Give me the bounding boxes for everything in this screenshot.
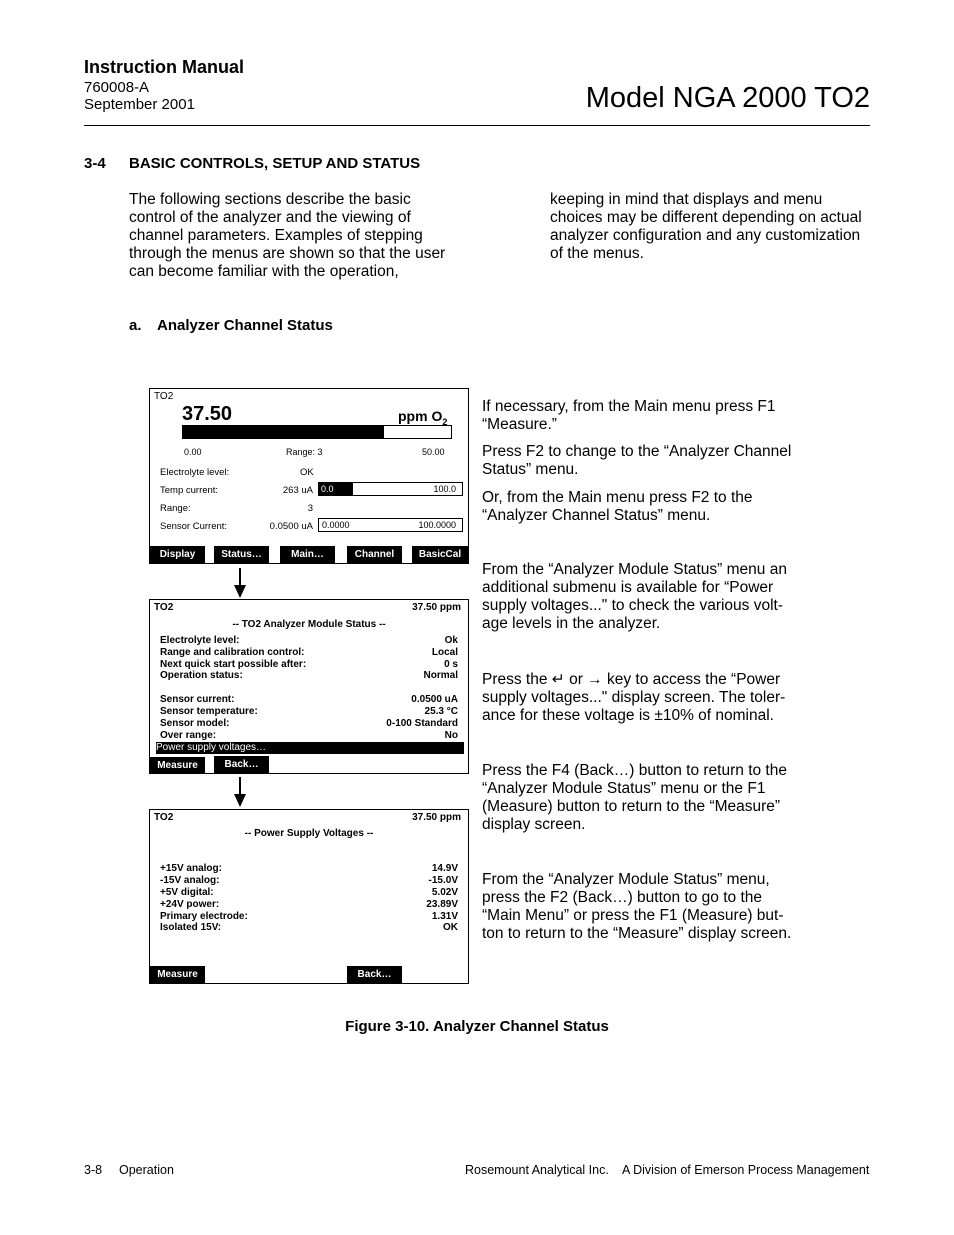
voltage-row-label: Primary electrode: <box>160 911 248 922</box>
sensor-bar-min: 0.0000 <box>322 520 350 530</box>
section-number: 3-4 <box>84 155 106 172</box>
page-number: 3-8 <box>84 1163 103 1177</box>
status-row-label: Over range: <box>160 730 217 741</box>
screen-title: TO2 <box>154 602 174 613</box>
f3-main-button[interactable]: Main… <box>280 546 335 563</box>
f4-channel-button[interactable]: Channel <box>347 546 402 563</box>
status-row-label: Operation status: <box>160 670 243 681</box>
status-row-label: Sensor temperature: <box>160 706 258 717</box>
voltage-row-label: -15V analog: <box>160 875 220 886</box>
model-title: Model NGA 2000 TO2 <box>585 82 870 114</box>
division-name: A Division of Emerson Process Management <box>622 1163 870 1177</box>
figure-caption: Figure 3-10. Analyzer Channel Status <box>345 1018 609 1035</box>
screen-reading: 37.50 ppm <box>412 602 461 613</box>
header-rule <box>84 125 870 126</box>
document-date: September 2001 <box>84 96 195 113</box>
power-supply-voltages-menu-item[interactable]: Power supply voltages… <box>156 742 464 754</box>
status-row-label: Next quick start possible after: <box>160 659 307 670</box>
f2-back-button[interactable]: Back… <box>214 756 269 773</box>
f5-basiccal-button[interactable]: BasicCal <box>412 546 468 563</box>
status-row-value: No <box>444 730 458 741</box>
intro-paragraph-left: The following sections describe the basic control of the analyzer and the viewing of channel parameters. Examples of stepping through the menus are shown so that the user can become familiar with the operation, <box>129 191 446 280</box>
range-label: Range: <box>160 503 191 514</box>
temp-current-value: 263 uA <box>282 485 313 496</box>
flow-arrow-line <box>239 568 241 585</box>
voltage-row-label: +5V digital: <box>160 887 214 898</box>
voltage-row-value: 14.9V <box>431 863 458 874</box>
subsection-title: Analyzer Channel Status <box>157 317 333 334</box>
sensor-current-bar <box>318 518 463 532</box>
flow-arrow-down-icon <box>234 794 246 807</box>
status-row-label: Range and calibration control: <box>160 647 305 658</box>
section-heading <box>84 155 420 172</box>
status-row-value: Normal <box>423 670 458 681</box>
status-row-label: Sensor model: <box>160 718 230 729</box>
electrolyte-value: OK <box>300 467 314 478</box>
electrolyte-label: Electrolyte level: <box>160 467 230 478</box>
power-supply-heading: -- Power Supply Voltages -- <box>244 828 374 839</box>
flow-arrow-down-icon <box>234 585 246 598</box>
module-status-heading: -- TO2 Analyzer Module Status -- <box>232 619 386 630</box>
f1-display-button[interactable]: Display <box>150 546 205 563</box>
intro-paragraph-right: keeping in mind that displays and menu choices may be different depending on actual analyzer configuration and any customization of the menus. <box>550 191 862 262</box>
subsection-heading <box>129 317 333 334</box>
manual-title: Instruction Manual <box>84 57 245 77</box>
status-row-value: 25.3 °C <box>424 706 458 717</box>
temp-current-bar <box>318 482 463 496</box>
status-row-label: Electrolyte level: <box>160 635 240 646</box>
voltage-row-label: Isolated 15V: <box>160 922 222 933</box>
temp-current-label: Temp current: <box>160 485 219 496</box>
voltage-row-value: 1.31V <box>431 911 458 922</box>
instruction-step: From the “Analyzer Module Status” menu, press the F2 (Back…) button to go to the “Main Menu” or press the F1 (Measure) but-ton to return to the “Measure” display screen. <box>482 871 792 942</box>
screen-title: TO2 <box>154 812 174 823</box>
status-row-value: Ok <box>444 635 458 646</box>
instruction-step: Press the ↵ or → key to access the “Power supply voltages..." display screen. The toler-ance for these voltage is ±10% of nominal. <box>482 671 786 724</box>
voltage-row-value: 5.02V <box>431 887 458 898</box>
unit-text: ppm O <box>398 408 443 424</box>
voltage-row-value: 23.89V <box>426 899 458 910</box>
measurement-value: 37.50 <box>182 403 233 425</box>
sensor-current-value: 0.0500 uA <box>269 521 313 532</box>
power-supply-screen <box>149 809 469 984</box>
status-row-label: Sensor current: <box>160 694 235 705</box>
measurement-unit <box>398 408 447 427</box>
voltage-row-value: -15.0V <box>428 875 458 886</box>
instruction-step: Press F2 to change to the “Analyzer Channel Status” menu. <box>482 443 792 478</box>
f4-back-button[interactable]: Back… <box>347 966 402 983</box>
measure-screen <box>149 388 469 564</box>
document-number: 760008-A <box>84 79 150 96</box>
status-row-value: 0-100 Standard <box>386 718 458 729</box>
measurement-bar-fill <box>183 426 384 438</box>
screen-reading: 37.50 ppm <box>412 812 461 823</box>
flow-arrow-line <box>239 777 241 794</box>
instruction-step: Press the F4 (Back…) button to return to the “Analyzer Module Status” menu or the F1 (Measure) button to return to the “Measure” display screen. <box>482 762 787 833</box>
voltage-row-label: +15V analog: <box>160 863 222 874</box>
status-row-value: Local <box>431 647 458 658</box>
voltage-row-label: +24V power: <box>160 899 220 910</box>
scale-max: 50.00 <box>422 447 445 457</box>
f1-measure-button[interactable]: Measure <box>150 757 205 774</box>
instruction-step: From the “Analyzer Module Status” menu an additional submenu is available for “Power supply voltages..." to check the various volt-age levels in the analyzer. <box>482 561 787 632</box>
screen-title: TO2 <box>154 391 174 402</box>
range-value: 3 <box>307 503 313 514</box>
scale-range: Range: 3 <box>286 447 323 457</box>
scale-min: 0.00 <box>184 447 202 457</box>
section-title: BASIC CONTROLS, SETUP AND STATUS <box>129 155 421 172</box>
status-row-value: 0.0500 uA <box>411 694 458 705</box>
instruction-step: Or, from the Main menu press F2 to the “Analyzer Channel Status” menu. <box>482 489 753 524</box>
f2-status-button[interactable]: Status… <box>214 546 269 563</box>
temp-bar-min: 0.0 <box>319 483 353 495</box>
subsection-letter: a. <box>129 317 142 334</box>
status-row-value: 0 s <box>444 659 458 670</box>
sensor-bar-max: 100.0000 <box>418 520 456 530</box>
module-status-screen <box>149 599 469 774</box>
company-name: Rosemount Analytical Inc. <box>465 1163 609 1177</box>
temp-bar-max: 100.0 <box>433 484 456 494</box>
f1-measure-button[interactable]: Measure <box>150 966 205 983</box>
chapter-name: Operation <box>119 1163 174 1177</box>
voltage-row-value: OK <box>443 922 458 933</box>
instruction-step: If necessary, from the Main menu press F1 “Measure.” <box>482 398 776 433</box>
sensor-current-label: Sensor Current: <box>160 521 228 532</box>
unit-subscript: 2 <box>442 416 448 427</box>
measurement-bar <box>182 425 452 439</box>
